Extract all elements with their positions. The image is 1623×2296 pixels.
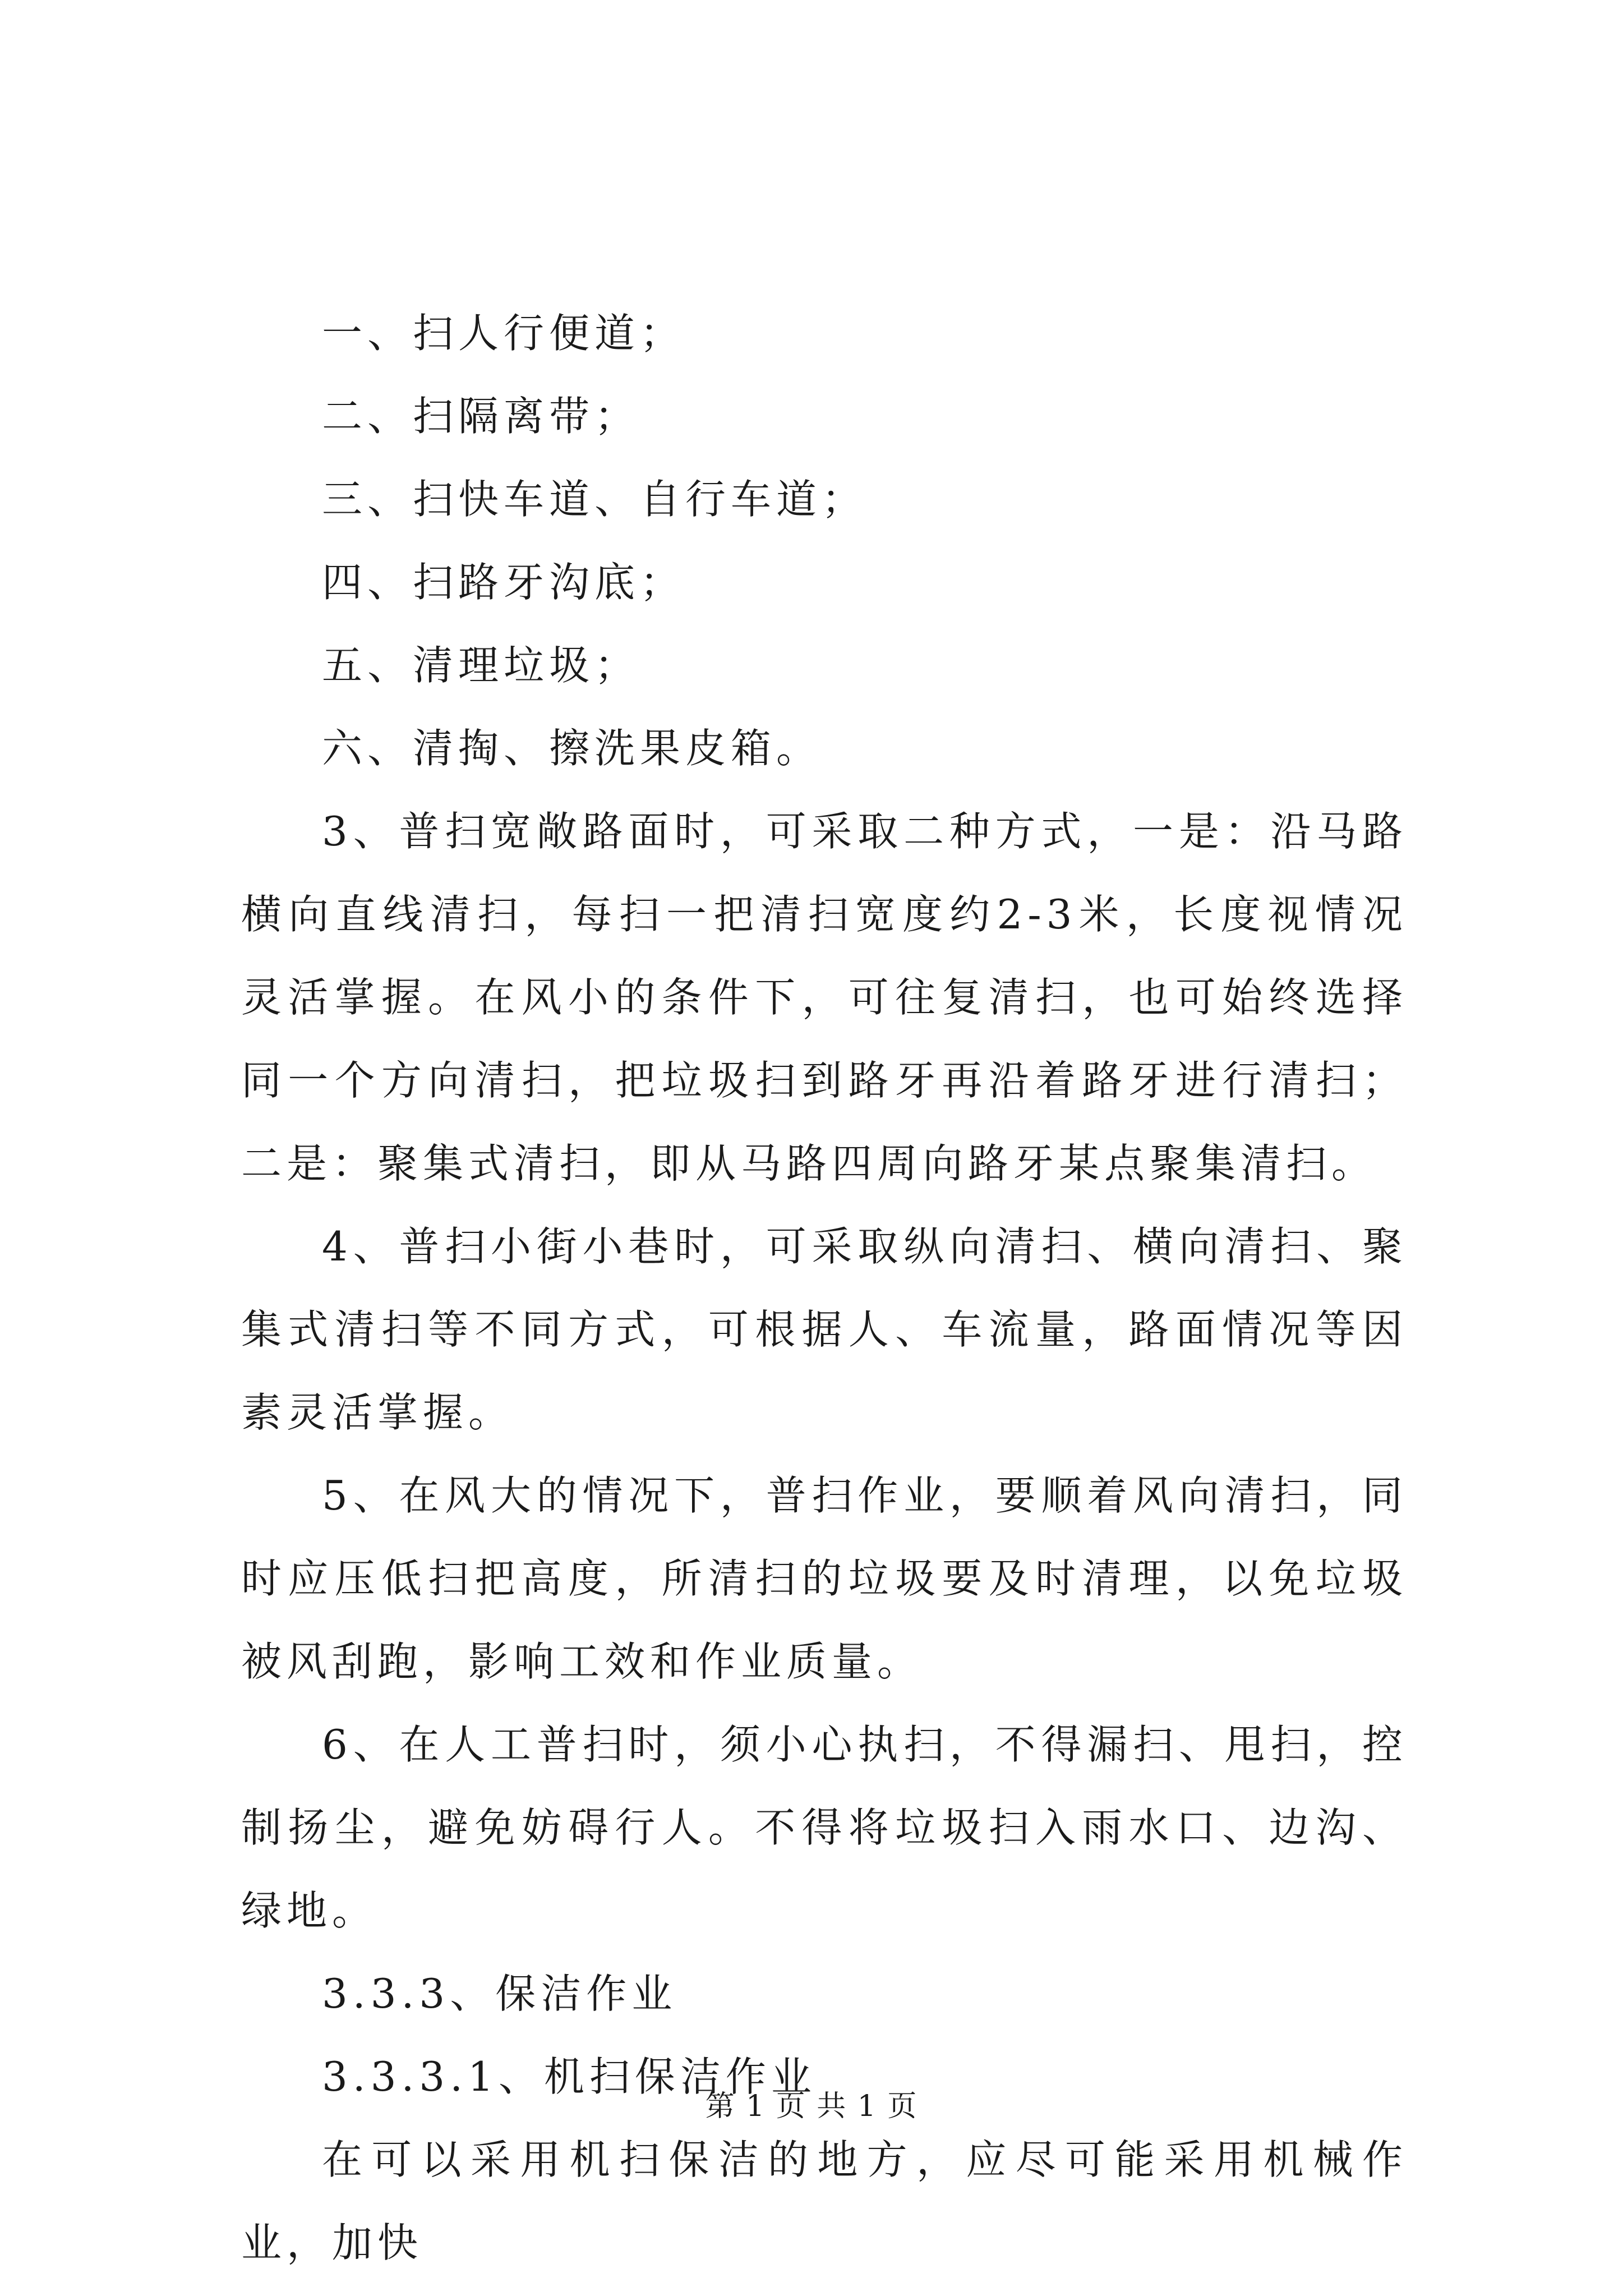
list-item-2: 二、扫隔离带； [322, 393, 640, 440]
paragraph-4: 4、普扫小街小巷时，可采取纵向清扫、横向清扫、聚集式清扫等不同方式，可根据人、车流量，路面情况等因素灵活掌握。 [241, 1223, 1408, 1436]
list-item-5: 五、清理垃圾； [322, 642, 640, 689]
page-number-footer: 第 1 页 共 1 页 [705, 2090, 918, 2123]
document-body [241, 292, 1408, 2284]
list-item-4: 四、扫路牙沟底； [322, 559, 686, 606]
paragraph-5: 5、在风大的情况下，普扫作业，要顺着风向清扫，同时应压低扫把高度，所清扫的垃圾要及时清理，以免垃圾被风刮跑，影响工效和作业质量。 [241, 1472, 1408, 1685]
section-heading-3-3-3: 3.3.3、保洁作业 [322, 1970, 677, 2017]
section-heading-3-3-3-1: 3.3.3.1、机扫保洁作业 [322, 2053, 817, 2100]
paragraph-6: 6、在人工普扫时，须小心执扫，不得漏扫、甩扫，控制扬尘，避免妨碍行人。不得将垃圾扫入雨水口、边沟、绿地。 [241, 1721, 1408, 1934]
paragraph-machine-sweeping: 在可以采用机扫保洁的地方，应尽可能采用机械作业，加快 [241, 2136, 1408, 2266]
list-item-3: 三、扫快车道、自行车道； [322, 476, 868, 523]
list-item-1: 一、扫人行便道； [322, 310, 686, 357]
list-item-6: 六、清掏、擦洗果皮箱。 [322, 725, 822, 772]
paragraph-3: 3、普扫宽敞路面时，可采取二种方式，一是：沿马路横向直线清扫，每扫一把清扫宽度约2-3米，长度视情况灵活掌握。在风小的条件下，可往复清扫，也可始终选择同一个方向清扫，把垃圾扫到路牙再沿着路牙进行清扫；二是：聚集式清扫，即从马路四周向路牙某点聚集清扫。 [241, 808, 1408, 1187]
